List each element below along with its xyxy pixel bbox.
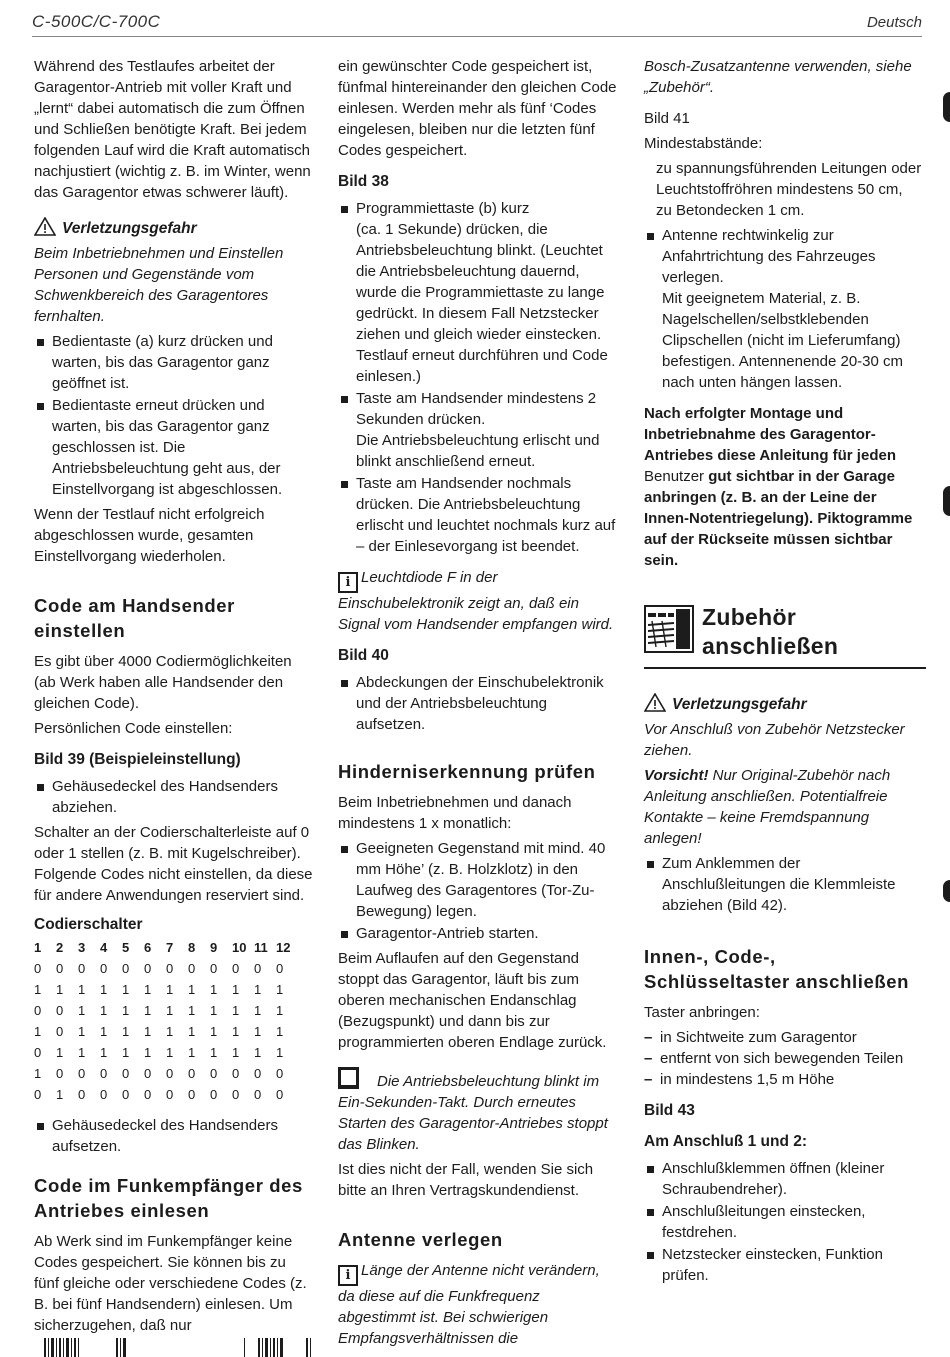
codier-cell: 1: [122, 982, 130, 997]
codier-row: [34, 979, 298, 1000]
codier-cell: 1: [166, 1003, 174, 1018]
antenne-step: Antenne rechtwinkelig zur Anfahrtrichtung des Fahrzeuges verlegen.: [662, 227, 876, 286]
prog-step: Programmiettaste (b) kurz: [356, 200, 530, 217]
codier-row: [34, 1021, 298, 1042]
codier-cell: 1: [144, 1045, 152, 1060]
codier-cell: 12: [276, 940, 291, 955]
list-item: Anschlußleitungen einstecken, festdrehen.: [644, 1201, 922, 1243]
codier-cell: 0: [232, 961, 240, 976]
column-3: [644, 56, 922, 1290]
codier-cell: 0: [254, 961, 262, 976]
warning-heading: [34, 217, 314, 239]
step-2: Taste am Handsender mindestens 2 Sekunden drücken.: [356, 390, 597, 428]
list-item: [338, 198, 620, 387]
bild-40-steps: [338, 672, 620, 735]
codier-cell: 1: [34, 1066, 42, 1081]
codier-cell: 0: [210, 1066, 218, 1081]
note-blink: [338, 1067, 620, 1155]
codier-cell: 1: [34, 940, 42, 955]
notice-part-1: Nach erfolgter Montage und Inbetriebnahme des Garagentor-Antriebes diese Anleitung für jeden: [644, 405, 896, 464]
codier-cell: 0: [166, 1087, 174, 1102]
zubehoer-section-header: [644, 601, 926, 669]
codier-cell: 0: [122, 961, 130, 976]
codierschalter-table: [34, 937, 298, 1105]
code-paragraph-1: Es gibt über 4000 Codiermöglichkeiten (ab Werk haben alle Handsender den gleichen Code).: [34, 653, 292, 712]
codier-cell: 3: [78, 940, 86, 955]
codier-cell: 0: [56, 961, 64, 976]
info-text: Leuchtdiode F in der Einschubelektronik zeigt an, daß ein Signal vom Handsender empfangen wird.: [338, 569, 614, 633]
codier-cell: 1: [188, 982, 196, 997]
codier-cell: 2: [56, 940, 64, 955]
codier-cell: 1: [254, 1003, 262, 1018]
testlauf-intro: Während des Testlaufes arbeitet der Garagentor-Antrieb mit voller Kraft und „lernt“ dabei automatisch die zum Öffnen und Schließen benötigte Kraft. Bei jedem folgenden Lauf wird die Kraft automatisch nachjustiert (wichtig z. B. im Winter, wenn das Garagentor etwas schwerer läuft).: [34, 58, 311, 201]
codier-cell: 9: [210, 940, 218, 955]
testlauf-steps: [34, 331, 314, 500]
codier-cell: 1: [56, 982, 64, 997]
codier-cell: 1: [78, 1045, 86, 1060]
edge-mark: [943, 92, 950, 122]
codier-cell: 0: [122, 1087, 130, 1102]
info-note-antenne: [338, 1260, 620, 1349]
info-icon: i: [338, 1265, 358, 1286]
close-steps: [34, 1115, 314, 1157]
caution-text: Nur Original-Zubehör nach Anleitung anschließen. Potentialfreie Kontakte – keine Fremdspannung anlegen!: [644, 767, 891, 847]
codier-cell: 6: [144, 940, 152, 955]
codier-cell: 1: [100, 1045, 108, 1060]
codier-cell: 1: [144, 1003, 152, 1018]
info-note-leuchtdiode: [338, 567, 620, 635]
edge-mark: [943, 880, 950, 902]
bild-40-label: Bild 40: [338, 647, 389, 664]
list-item: Bedientaste (a) kurz drücken und warten, bis das Garagentor ganz geöffnet ist.: [34, 331, 314, 394]
codier-cell: 0: [254, 1066, 262, 1081]
codier-cell: 0: [34, 1003, 42, 1018]
antenne-step-continuation: Mit geeignetem Material, z. B. Nagelschellen/selbstklebenden Clipschellen (nicht im Lieferumfang) befestigen. Antennenende 20-30 cm nach unten hängen lassen.: [662, 290, 904, 391]
codier-cell: 0: [56, 1003, 64, 1018]
codier-row: [34, 1084, 298, 1105]
codier-cell: 0: [188, 961, 196, 976]
list-item: – in mindestens 1,5 m Höhe: [644, 1069, 922, 1090]
codier-cell: 7: [166, 940, 174, 955]
codier-cell: 0: [78, 1087, 86, 1102]
list-item: Anschlußklemmen öffnen (kleiner Schraubendreher).: [644, 1158, 922, 1200]
antenne-steps: [644, 225, 922, 393]
antenne-info-text: Länge der Antenne nicht verändern, da diese auf die Funkfrequenz abgestimmt ist. Bei schwierigen Empfangsverhältnissen die: [338, 1262, 600, 1347]
codier-cell: 0: [188, 1087, 196, 1102]
warning-triangle-icon: [644, 693, 666, 712]
list-item: [338, 388, 620, 472]
bild-39-steps: [34, 776, 314, 818]
list-item: Zum Anklemmen der Anschlußleitungen die Klemmleiste abziehen (Bild 42).: [644, 853, 922, 916]
codier-cell: 1: [232, 1045, 240, 1060]
section-title-hinderniserkennung: Hinderniserkennung prüfen: [338, 761, 596, 782]
edge-mark: [943, 486, 950, 516]
codier-cell: 1: [122, 1024, 130, 1039]
step-2-continuation: Die Antriebsbeleuchtung erlischt und blinkt anschließend erneut.: [356, 432, 600, 470]
codier-cell: 0: [254, 1087, 262, 1102]
bild-39-label: Bild 39 (Beispieleinstellung): [34, 751, 241, 768]
codier-row: [34, 958, 298, 979]
codier-cell: 1: [254, 1045, 262, 1060]
codier-cell: 8: [188, 940, 196, 955]
bild-38-label: Bild 38: [338, 173, 389, 190]
codier-cell: 0: [78, 1066, 86, 1081]
codier-cell: 1: [232, 982, 240, 997]
switch-text: Schalter an der Codierschalterleiste auf 0 oder 1 stellen (z. B. mit Kugelschreiber). Folgende Codes nicht einstellen, da diese für andere Anwendungen reserviert sind.: [34, 824, 313, 904]
codier-cell: 1: [210, 1045, 218, 1060]
taster-intro: Taster anbringen:: [644, 1004, 760, 1021]
mindestabstaende-title: Mindestabstände:: [644, 135, 763, 152]
codier-cell: 1: [232, 1003, 240, 1018]
section-title-code-handsender: Code am Handsender einstellen: [34, 595, 235, 641]
warning-title: Verletzungsgefahr: [672, 696, 807, 713]
codier-cell: 0: [56, 1066, 64, 1081]
code-paragraph-2: Persönlichen Code einstellen:: [34, 720, 233, 737]
bild-41-label: Bild 41: [644, 110, 690, 127]
codier-cell: 1: [100, 1003, 108, 1018]
section-title-taster: Innen-, Code-, Schlüsseltaster anschließen: [644, 946, 910, 992]
codier-cell: 1: [232, 1024, 240, 1039]
codier-cell: 1: [188, 1024, 196, 1039]
info-icon: i: [338, 572, 358, 593]
codier-cell: 0: [210, 961, 218, 976]
codierschalter-title: Codierschalter: [34, 916, 143, 933]
funk-continuation: ein gewünschter Code gespeichert ist, fünfmal hintereinander den gleichen Code einlesen. Werden mehr als fünf ‘Codes eingelesen, bleiben nur die letzten fünf Codes gespeichert.: [338, 58, 617, 159]
list-item: [644, 225, 922, 393]
final-steps: [644, 1158, 922, 1286]
bild-43-label: Bild 43: [644, 1102, 695, 1119]
list-item: Netzstecker einstecken, Funktion prüfen.: [644, 1244, 922, 1286]
list-item: Gehäusedeckel des Handsenders aufsetzen.: [34, 1115, 314, 1157]
codier-cell: 0: [166, 1066, 174, 1081]
codier-cell: 0: [276, 961, 284, 976]
codier-cell: 1: [210, 982, 218, 997]
codier-cell: 1: [100, 982, 108, 997]
codier-cell: 0: [166, 961, 174, 976]
codier-cell: 0: [100, 961, 108, 976]
codier-cell: 0: [210, 1087, 218, 1102]
codier-cell: 4: [100, 940, 108, 955]
codier-cell: 5: [122, 940, 130, 955]
note-text: Die Antriebsbeleuchtung blinkt im Ein-Sekunden-Takt. Durch erneutes Starten des Garagentor-Antriebes stoppt das Blinken.: [338, 1073, 608, 1153]
bild-38-steps: [338, 198, 620, 557]
warning-text: Vor Anschluß von Zubehör Netzstecker ziehen.: [644, 721, 905, 759]
codier-cell: 0: [188, 1066, 196, 1081]
codier-cell: 1: [166, 1024, 174, 1039]
funk-text: Ab Werk sind im Funkempfänger keine Codes gespeichert. Sie können bis zu fünf gleiche oder verschiedene Codes (z. B. bei fünf Handsendern) einlesen. Um sicherzugehen, daß nur: [34, 1233, 307, 1334]
anschluss-label: Am Anschluß 1 und 2:: [644, 1133, 808, 1150]
min-line-1: zu spannungsführenden Leitungen oder Leuchtstoffröhren mindestens 50 cm,: [656, 160, 922, 198]
codier-cell: 0: [100, 1066, 108, 1081]
codier-cell: 0: [232, 1087, 240, 1102]
codier-cell: 0: [144, 1066, 152, 1081]
model-label: C-500C/C-700C: [32, 12, 161, 31]
notice-part-3: gut sichtbar in der Garage anbringen (z. B. an der Leine der Innen-Notentriegelung). Piktogramme auf der Rückseite müssen sichtbar sein.: [644, 468, 913, 569]
taster-items: [644, 1027, 922, 1090]
codier-row: [34, 1042, 298, 1063]
list-item: Geeigneten Gegenstand mit mind. 40 mm Höhe’ (z. B. Holzklotz) in den Laufweg des Garagentores (Tor-Zu-Bewegung) legen.: [338, 838, 620, 922]
codier-cell: 1: [100, 1024, 108, 1039]
codier-cell: 0: [144, 1087, 152, 1102]
column-1: [34, 56, 314, 1340]
codier-cell: 1: [78, 1024, 86, 1039]
hind-intro: Beim Inbetriebnehmen und danach mindestens 1 x monatlich:: [338, 794, 572, 832]
hind-steps: [338, 838, 620, 944]
list-item: Bedientaste erneut drücken und warten, bis das Garagentor ganz geschlossen ist. Die Antriebsbeleuchtung geht aus, der Einstellvorgang ist abgeschlossen.: [34, 395, 314, 500]
codier-header-row: [34, 937, 298, 958]
language-label: Deutsch: [866, 14, 922, 31]
codier-cell: 1: [166, 1045, 174, 1060]
codier-cell: 1: [122, 1003, 130, 1018]
hind-text: Beim Auflaufen auf den Gegenstand stoppt das Garagentor, läuft bis zum oberen mechanischen Endanschlag (Bezugspunkt) und dann bis zur programmierten oberen Endlage zurück.: [338, 950, 607, 1051]
warning-heading: [644, 693, 922, 715]
codier-cell: 1: [122, 1045, 130, 1060]
warning-title: Verletzungsgefahr: [62, 220, 197, 237]
barcode-strip: [44, 1338, 324, 1357]
warning-text: Beim Inbetriebnehmen und Einstellen Personen und Gegenstände vom Schwenkbereich des Garagentores fernhalten.: [34, 245, 284, 325]
notice-text: [644, 403, 922, 571]
codier-cell: 1: [276, 1045, 284, 1060]
codier-cell: 1: [166, 982, 174, 997]
list-item: Garagentor-Antrieb starten.: [338, 923, 620, 944]
codier-cell: 1: [188, 1045, 196, 1060]
codier-cell: 1: [34, 1024, 42, 1039]
codier-cell: 0: [34, 1045, 42, 1060]
codier-cell: 1: [144, 1024, 152, 1039]
codier-cell: 1: [144, 982, 152, 997]
caution-paragraph: [644, 765, 922, 849]
note-square-icon: [338, 1067, 359, 1089]
codier-cell: 0: [34, 1087, 42, 1102]
codier-row: [34, 1063, 298, 1084]
codier-cell: 1: [188, 1003, 196, 1018]
list-item: Taste am Handsender nochmals drücken. Die Antriebsbeleuchtung erlischt und leuchtet nochmals kurz auf – der Einlesevorgang ist beendet.: [338, 473, 620, 557]
column-2: [338, 56, 620, 1353]
list-item: Abdeckungen der Einschubelektronik und der Antriebsbeleuchtung aufsetzen.: [338, 672, 620, 735]
zubehoer-title: Zubehör anschließen: [702, 604, 839, 659]
codier-cell: 11: [254, 940, 268, 955]
codier-cell: 1: [210, 1003, 218, 1018]
codier-cell: 1: [276, 1003, 284, 1018]
codier-cell: 0: [276, 1087, 284, 1102]
codier-cell: 1: [78, 1003, 86, 1018]
codier-cell: 0: [34, 961, 42, 976]
codier-cell: 0: [144, 961, 152, 976]
codier-cell: 0: [276, 1066, 284, 1081]
codier-cell: 1: [34, 982, 42, 997]
codier-cell: 0: [78, 961, 86, 976]
section-title-funkempfaenger: Code im Funkempfänger des Antriebes einlesen: [34, 1175, 303, 1221]
codier-cell: 0: [232, 1066, 240, 1081]
codier-row: [34, 1000, 298, 1021]
note-after: Ist dies nicht der Fall, wenden Sie sich bitte an Ihren Vertragskundendienst.: [338, 1161, 594, 1199]
page-header: [32, 12, 922, 37]
codier-cell: 0: [56, 1024, 64, 1039]
plug-connector-icon: [644, 605, 694, 653]
notice-part-2: Benutzer: [644, 468, 705, 485]
codier-cell: 1: [210, 1024, 218, 1039]
section-title-antenne: Antenne verlegen: [338, 1229, 503, 1250]
retry-text: Wenn der Testlauf nicht erfolgreich abgeschlossen wurde, gesamten Einstellvorgang wiederholen.: [34, 506, 265, 565]
prog-step-continuation: (ca. 1 Sekunde) drücken, die Antriebsbeleuchtung blinkt. (Leuchtet die Antriebsbeleuchtung dauernd, wurde die Programmiettaste zu lange gedrückt. In diesem Fall Netzstecker ziehen und gleich wieder einstecken. Testlauf erneut durchführen und Code einlesen.): [356, 221, 608, 385]
list-item: Gehäusedeckel des Handsenders abziehen.: [34, 776, 314, 818]
warning-triangle-icon: [34, 217, 56, 236]
list-item: – in Sichtweite zum Garagentor: [644, 1027, 922, 1048]
codier-cell: 1: [276, 982, 284, 997]
clamp-steps: [644, 853, 922, 916]
codier-cell: 1: [254, 1024, 262, 1039]
antenne-continuation: Bosch-Zusatzantenne verwenden, siehe „Zubehör“.: [644, 58, 912, 96]
codier-cell: 10: [232, 940, 247, 955]
codier-cell: 1: [78, 982, 86, 997]
codier-cell: 1: [56, 1087, 64, 1102]
list-item: – entfernt von sich bewegenden Teilen: [644, 1048, 922, 1069]
min-line-2: zu Betondecken 1 cm.: [656, 202, 805, 219]
codier-cell: 0: [100, 1087, 108, 1102]
codier-cell: 1: [276, 1024, 284, 1039]
caution-label: Vorsicht!: [644, 767, 709, 784]
codier-cell: 1: [56, 1045, 64, 1060]
codier-cell: 0: [122, 1066, 130, 1081]
codier-cell: 1: [254, 982, 262, 997]
